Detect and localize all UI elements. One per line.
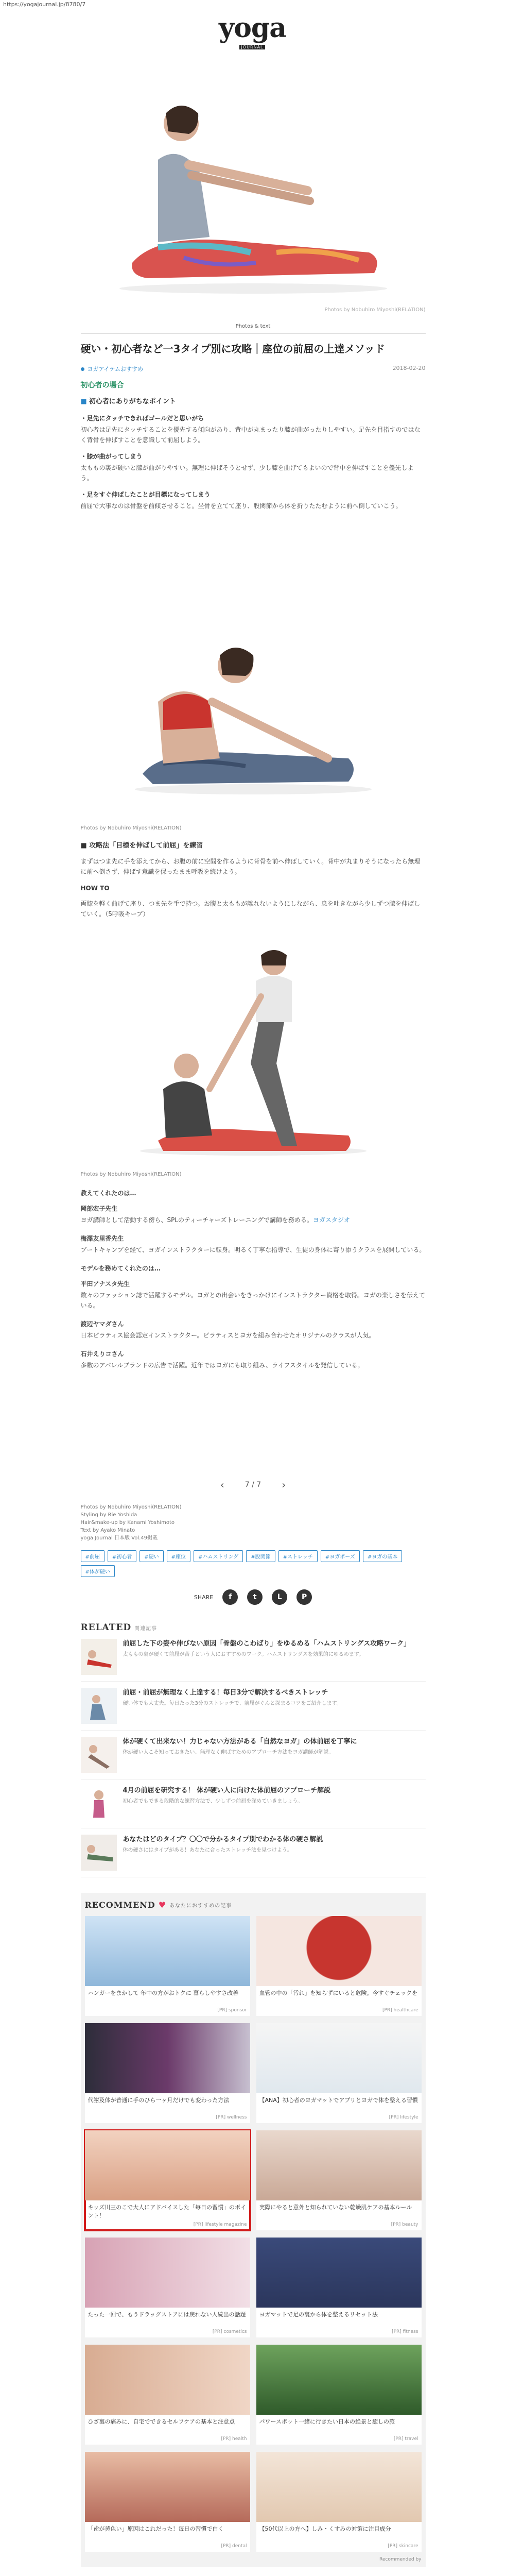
recommend-card-highlighted[interactable] bbox=[85, 2130, 250, 2230]
related-thumb bbox=[81, 1786, 117, 1822]
recommend-text: 実際にやると意外と知られていない乾燥肌ケアの基本ルール bbox=[259, 2204, 412, 2211]
image-credit: Photos by Nobuhiro Miyoshi(RELATION) bbox=[80, 825, 182, 831]
recommend-text: ヨガマットで足の裏から体を整えるリセット法 bbox=[259, 2311, 378, 2318]
article-title: 硬い・初心者など一3タイプ別に攻略｜座位の前屈の上達メソッド bbox=[80, 343, 385, 355]
recommend-image bbox=[256, 2023, 422, 2093]
related-title: 前屈・前屈が無理なく上達する！毎日3分で解決するべきストレッチ bbox=[123, 1689, 328, 1697]
model2-heading: モデルを務めてくれたのは… bbox=[80, 1265, 161, 1272]
recommend-image bbox=[256, 2238, 422, 2308]
recommend-text: 【ANA】初心者のヨガマットでアプリとヨガで体を整える習慣 bbox=[259, 2097, 418, 2104]
related-title: 前屈した下の姿や伸びない原因「骨盤のこわばり」をゆるめる「ハムストリングス攻略ワーク」 bbox=[123, 1640, 411, 1648]
paragraph: まずはつま先に手を添えてから、お腹の前に空間を作るように背骨を前へ伸ばしていく。背中が丸まりそうになったら無理に前へ倒さず、伸ばす意識を保ったまま呼吸を続けよう。 bbox=[80, 858, 421, 875]
url-bar: https://yogajournal.jp/8780/7 bbox=[3, 1, 86, 8]
related-item[interactable] bbox=[81, 1731, 426, 1780]
recommend-image bbox=[85, 2452, 250, 2522]
paragraph: ブートキャンプを経て、ヨガインストラクターに転身。明るく丁寧な指導で、生徒の身体に寄り添うクラスを展開している。 bbox=[80, 1246, 426, 1253]
bullet-heading bbox=[81, 397, 426, 407]
related-sub: 関連記事 bbox=[134, 1626, 158, 1632]
recommend-source: [PR] sponsor bbox=[217, 2008, 247, 2013]
article-body bbox=[81, 380, 426, 1370]
article-meta bbox=[81, 365, 426, 373]
site-logo[interactable] bbox=[219, 14, 286, 50]
credit-line: Text by Ayako Minato bbox=[80, 1528, 135, 1533]
recommend-image bbox=[85, 2130, 250, 2200]
section-heading: 初心者の場合 bbox=[80, 381, 124, 389]
model4-name: 石井えりコさん bbox=[80, 1350, 124, 1358]
related-heading-text: RELATED bbox=[80, 1622, 132, 1633]
related-list bbox=[81, 1633, 426, 1877]
model2-name: 平田アナスタ先生 bbox=[80, 1280, 130, 1287]
point-heading: ■ 攻略法「目標を伸ばして前屈」を練習 bbox=[80, 842, 203, 850]
recommend-source: [PR] beauty bbox=[391, 2222, 418, 2227]
hero-credit: Photos by Nobuhiro Miyoshi(RELATION) bbox=[324, 307, 426, 313]
recommend-card[interactable] bbox=[256, 1916, 422, 2016]
next-page-button[interactable]: › bbox=[282, 1479, 286, 1491]
recommend-card[interactable] bbox=[256, 2130, 422, 2230]
share-label: SHARE bbox=[194, 1594, 214, 1601]
related-desc: 太ももの裏が硬くて前屈が苦手という人におすすめのワーク。ハムストリングスを効果的にゆるめます。 bbox=[123, 1652, 364, 1657]
recommend-card[interactable] bbox=[256, 2238, 422, 2337]
category-dot-icon bbox=[81, 367, 84, 371]
divider bbox=[81, 333, 426, 334]
tag-list bbox=[81, 1550, 426, 1577]
prev-page-button[interactable]: ‹ bbox=[220, 1479, 224, 1491]
article-container bbox=[81, 57, 426, 2576]
related-title: 4月の前屈を研究する！ 体が硬い人に向けた体前屈のアプローチ解説 bbox=[123, 1787, 331, 1794]
paragraph: 太ももの裏が硬いと膝が曲がりやすい。無理に伸ばそうとせず、少し膝を曲げてもよいので背中を伸ばすことを優先しよう。 bbox=[80, 464, 414, 482]
paragraph: 日本ピラティス協会認定インストラクター。ピラティスとヨガを組み合わせたオリジナルのクラスが人気。 bbox=[80, 1332, 375, 1339]
bullet-heading-text: 初心者にありがちなポイント bbox=[89, 398, 176, 405]
recommend-card[interactable] bbox=[256, 2345, 422, 2445]
recommend-image bbox=[256, 1916, 422, 1986]
sub-heading: ・足先にタッチできればゴールだと思いがち bbox=[80, 415, 204, 422]
credit-line: Photos by Nobuhiro Miyoshi(RELATION) bbox=[80, 1504, 182, 1510]
related-thumb bbox=[81, 1688, 117, 1724]
tag[interactable]: #ヨガポーズ bbox=[321, 1550, 360, 1562]
recommend-source: [PR] fitness bbox=[392, 2329, 418, 2334]
recommend-image bbox=[256, 2130, 422, 2200]
article-category[interactable] bbox=[81, 365, 144, 373]
page-indicator: 7 / 7 bbox=[245, 1481, 261, 1489]
recommend-source: [PR] lifestyle magazine bbox=[193, 2222, 247, 2227]
image-credit: Photos by Nobuhiro Miyoshi(RELATION) bbox=[80, 1172, 182, 1177]
paragraph: 数々のファッション誌で活躍するモデル。ヨガとの出会いをきっかけにインストラクター資格を取得。ヨガの楽しさを伝えている。 bbox=[80, 1292, 425, 1309]
twitter-icon[interactable]: t bbox=[247, 1589, 263, 1605]
recommend-card[interactable] bbox=[85, 2023, 250, 2123]
recommend-card[interactable] bbox=[85, 2238, 250, 2337]
recommend-source: [PR] wellness bbox=[216, 2115, 247, 2120]
article-date: 2018-02-20 bbox=[392, 365, 426, 371]
category-label: ヨガアイテムおすすめ bbox=[87, 366, 144, 372]
site-header bbox=[0, 9, 506, 57]
recommend-source: [PR] health bbox=[221, 2436, 247, 2442]
recommend-card[interactable] bbox=[256, 2023, 422, 2123]
recommend-source: [PR] travel bbox=[393, 2436, 418, 2442]
article-image-2 bbox=[81, 532, 426, 820]
recommend-text: 血管の中の「汚れ」を知らずにいると危険。今すぐチェックを bbox=[259, 1990, 418, 1996]
recommend-card[interactable] bbox=[85, 2345, 250, 2445]
recommend-image bbox=[256, 2345, 422, 2415]
related-heading bbox=[81, 1622, 426, 1633]
tag[interactable]: #初心者 bbox=[108, 1550, 136, 1562]
facebook-icon[interactable]: f bbox=[222, 1589, 238, 1605]
recommend-card[interactable] bbox=[85, 1916, 250, 2016]
related-item[interactable] bbox=[81, 1780, 426, 1828]
recommend-text: 「歯が黄色い」原因はこれだった！毎日の習慣で白く bbox=[88, 2526, 224, 2532]
recommend-text: ハンガーをまかして 年中の方がおトクに 暮らしやすさ改善 bbox=[88, 1990, 239, 1996]
sub-heading: ・膝が曲がってしまう bbox=[80, 453, 143, 460]
paragraph: 両膝を軽く曲げて座り、つま先を手で持つ。お腹と太ももが離れないようにしながら、息を吐きながら少しずつ膝を伸ばしていく。（5呼吸キープ） bbox=[80, 900, 421, 918]
recommend-text: 代謝及体が普通に手のひら一ヶ月だけでも変わった方法 bbox=[88, 2097, 230, 2104]
pose-illustration-3 bbox=[81, 935, 426, 1166]
recommend-card[interactable] bbox=[256, 2452, 422, 2552]
bullet-icon: ■ bbox=[80, 398, 87, 405]
model1-heading: 梅澤友里香先生 bbox=[80, 1235, 124, 1242]
hero-illustration bbox=[81, 57, 426, 307]
recommend-image bbox=[85, 2345, 250, 2415]
recommend-text: ひざ裏の痛みに、自宅でできるセルフケアの基本と注意点 bbox=[88, 2418, 235, 2425]
recommend-image bbox=[85, 2238, 250, 2308]
recommend-source: [PR] lifestyle bbox=[389, 2115, 418, 2120]
teacher-heading: 教えてくれたのは… bbox=[80, 1190, 136, 1197]
teacher-body bbox=[81, 1215, 426, 1225]
related-title: あなたはどのタイプ？〇〇で分かるタイプ別でわかる体の硬さ解説 bbox=[123, 1836, 323, 1843]
related-item[interactable] bbox=[81, 1633, 426, 1682]
tag[interactable]: #座位 bbox=[167, 1550, 190, 1562]
related-desc: 体の硬さにはタイプがある！あなたに合ったストレッチ法を見つけよう。 bbox=[123, 1848, 292, 1853]
recommend-text: キッズ川三のこで大人にアドバイスした「毎日の習慣」のポイント！ bbox=[88, 2204, 246, 2219]
teacher-name: 岡部宏子先生 bbox=[80, 1205, 118, 1212]
related-thumb bbox=[81, 1737, 117, 1773]
tag[interactable]: #体が硬い bbox=[81, 1565, 115, 1577]
pose-illustration-2 bbox=[81, 532, 426, 820]
teacher-body-text: ヨガ講師として活動する傍ら、SPLのティーチャーズトレーニングで講師を務める。 bbox=[80, 1216, 313, 1224]
recommend-source: [PR] dental bbox=[221, 2544, 247, 2549]
model3-name: 渡辺ヤマダさん bbox=[80, 1320, 124, 1328]
related-thumb bbox=[81, 1835, 117, 1871]
recommend-source: [PR] cosmetics bbox=[212, 2329, 247, 2334]
tag[interactable]: #股関節 bbox=[246, 1550, 275, 1562]
logo-sub: JOURNAL bbox=[239, 45, 266, 49]
recommend-heading bbox=[85, 1900, 422, 1910]
logo-main: yoga bbox=[219, 12, 286, 44]
related-desc: 初心者でもできる段階的な練習方法で、少しずつ前屈を深めていきましょう。 bbox=[123, 1799, 303, 1804]
recommend-source: [PR] healthcare bbox=[382, 2008, 418, 2013]
tag[interactable]: #ヨガの基本 bbox=[363, 1550, 402, 1562]
pagination bbox=[81, 1479, 426, 1491]
recommend-text: パワースポット一緒に行きたい日本の絶景と癒しの旅 bbox=[259, 2418, 395, 2425]
article-image-3 bbox=[81, 935, 426, 1166]
recommend-sub: あなたにおすすめの記事 bbox=[169, 1903, 232, 1909]
recommend-section bbox=[81, 1893, 426, 2567]
spacer bbox=[81, 1370, 426, 1463]
credit-line: Styling by Rie Yoshida bbox=[80, 1512, 137, 1518]
credits bbox=[81, 1503, 426, 1542]
line-icon[interactable]: L bbox=[272, 1589, 287, 1605]
recommend-source: [PR] skincare bbox=[388, 2544, 418, 2549]
related-item[interactable] bbox=[81, 1682, 426, 1731]
recommend-text: たった一回で、もうドラッグストアには戻れない人続出の話題 bbox=[88, 2311, 246, 2318]
paragraph: 多数のアパレルブランドの広告で活躍。近年ではヨガにも取り組み、ライフスタイルを発信している。 bbox=[80, 1362, 364, 1369]
sub-heading: ・足をすぐ伸ばしたことが目標になってしまう bbox=[80, 491, 211, 498]
related-title: 体が硬くて出来ない！力じゃない方法がある「自然なヨガ」の体前屈を丁寧に bbox=[123, 1738, 357, 1745]
tag[interactable]: #前屈 bbox=[81, 1550, 104, 1562]
related-item[interactable] bbox=[81, 1828, 426, 1877]
credit-line: yoga Journal 日本版 Vol.49掲載 bbox=[80, 1535, 158, 1541]
tag[interactable]: #硬い bbox=[139, 1550, 163, 1562]
recommend-card[interactable] bbox=[85, 2452, 250, 2552]
related-desc: 硬い体でも大丈夫。毎日たった3分のストレッチで、前屈がぐんと深まるコツをご紹介します。 bbox=[123, 1701, 342, 1706]
related-thumb bbox=[81, 1639, 117, 1675]
credit-line: Hair&make-up by Kanami Yoshimoto bbox=[80, 1520, 175, 1526]
hero-image bbox=[81, 57, 426, 307]
heart-icon: ♥ bbox=[158, 1900, 167, 1910]
related-desc: 体が硬い人こそ知っておきたい、無理なく伸ばすためのアプローチ方法をヨガ講師が解説。 bbox=[123, 1750, 334, 1755]
pinterest-icon[interactable]: P bbox=[296, 1589, 312, 1605]
hero-caption: Photos & text bbox=[235, 324, 271, 329]
tag[interactable]: #ハムストリング bbox=[194, 1550, 243, 1562]
teacher-link[interactable]: ヨガスタジオ bbox=[312, 1216, 350, 1224]
howto-heading: HOW TO bbox=[80, 885, 110, 892]
recommend-image bbox=[85, 2023, 250, 2093]
share-bar bbox=[81, 1589, 426, 1605]
recommend-grid bbox=[85, 1916, 422, 2552]
paragraph: 初心者は足先にタッチすることを優先する傾向があり、背中が丸まったり膝が曲がったりしやすい。足先を目指すのではなく背骨を伸ばすことを意識して前屈しよう。 bbox=[80, 426, 421, 444]
recommend-image bbox=[256, 2452, 422, 2522]
recommend-text: 【50代以上の方へ】しみ・くすみの対策に注目成分 bbox=[259, 2526, 391, 2532]
recommend-image bbox=[85, 1916, 250, 1986]
recommend-footer: Recommended by bbox=[379, 2557, 422, 2562]
recommend-heading-text: RECOMMEND bbox=[84, 1900, 155, 1910]
tag[interactable]: #ストレッチ bbox=[278, 1550, 318, 1562]
paragraph: 前屈で大事なのは骨盤を前傾させること。坐骨を立てて座り、股関節から体を折りたたむように前へ倒していこう。 bbox=[80, 502, 402, 510]
